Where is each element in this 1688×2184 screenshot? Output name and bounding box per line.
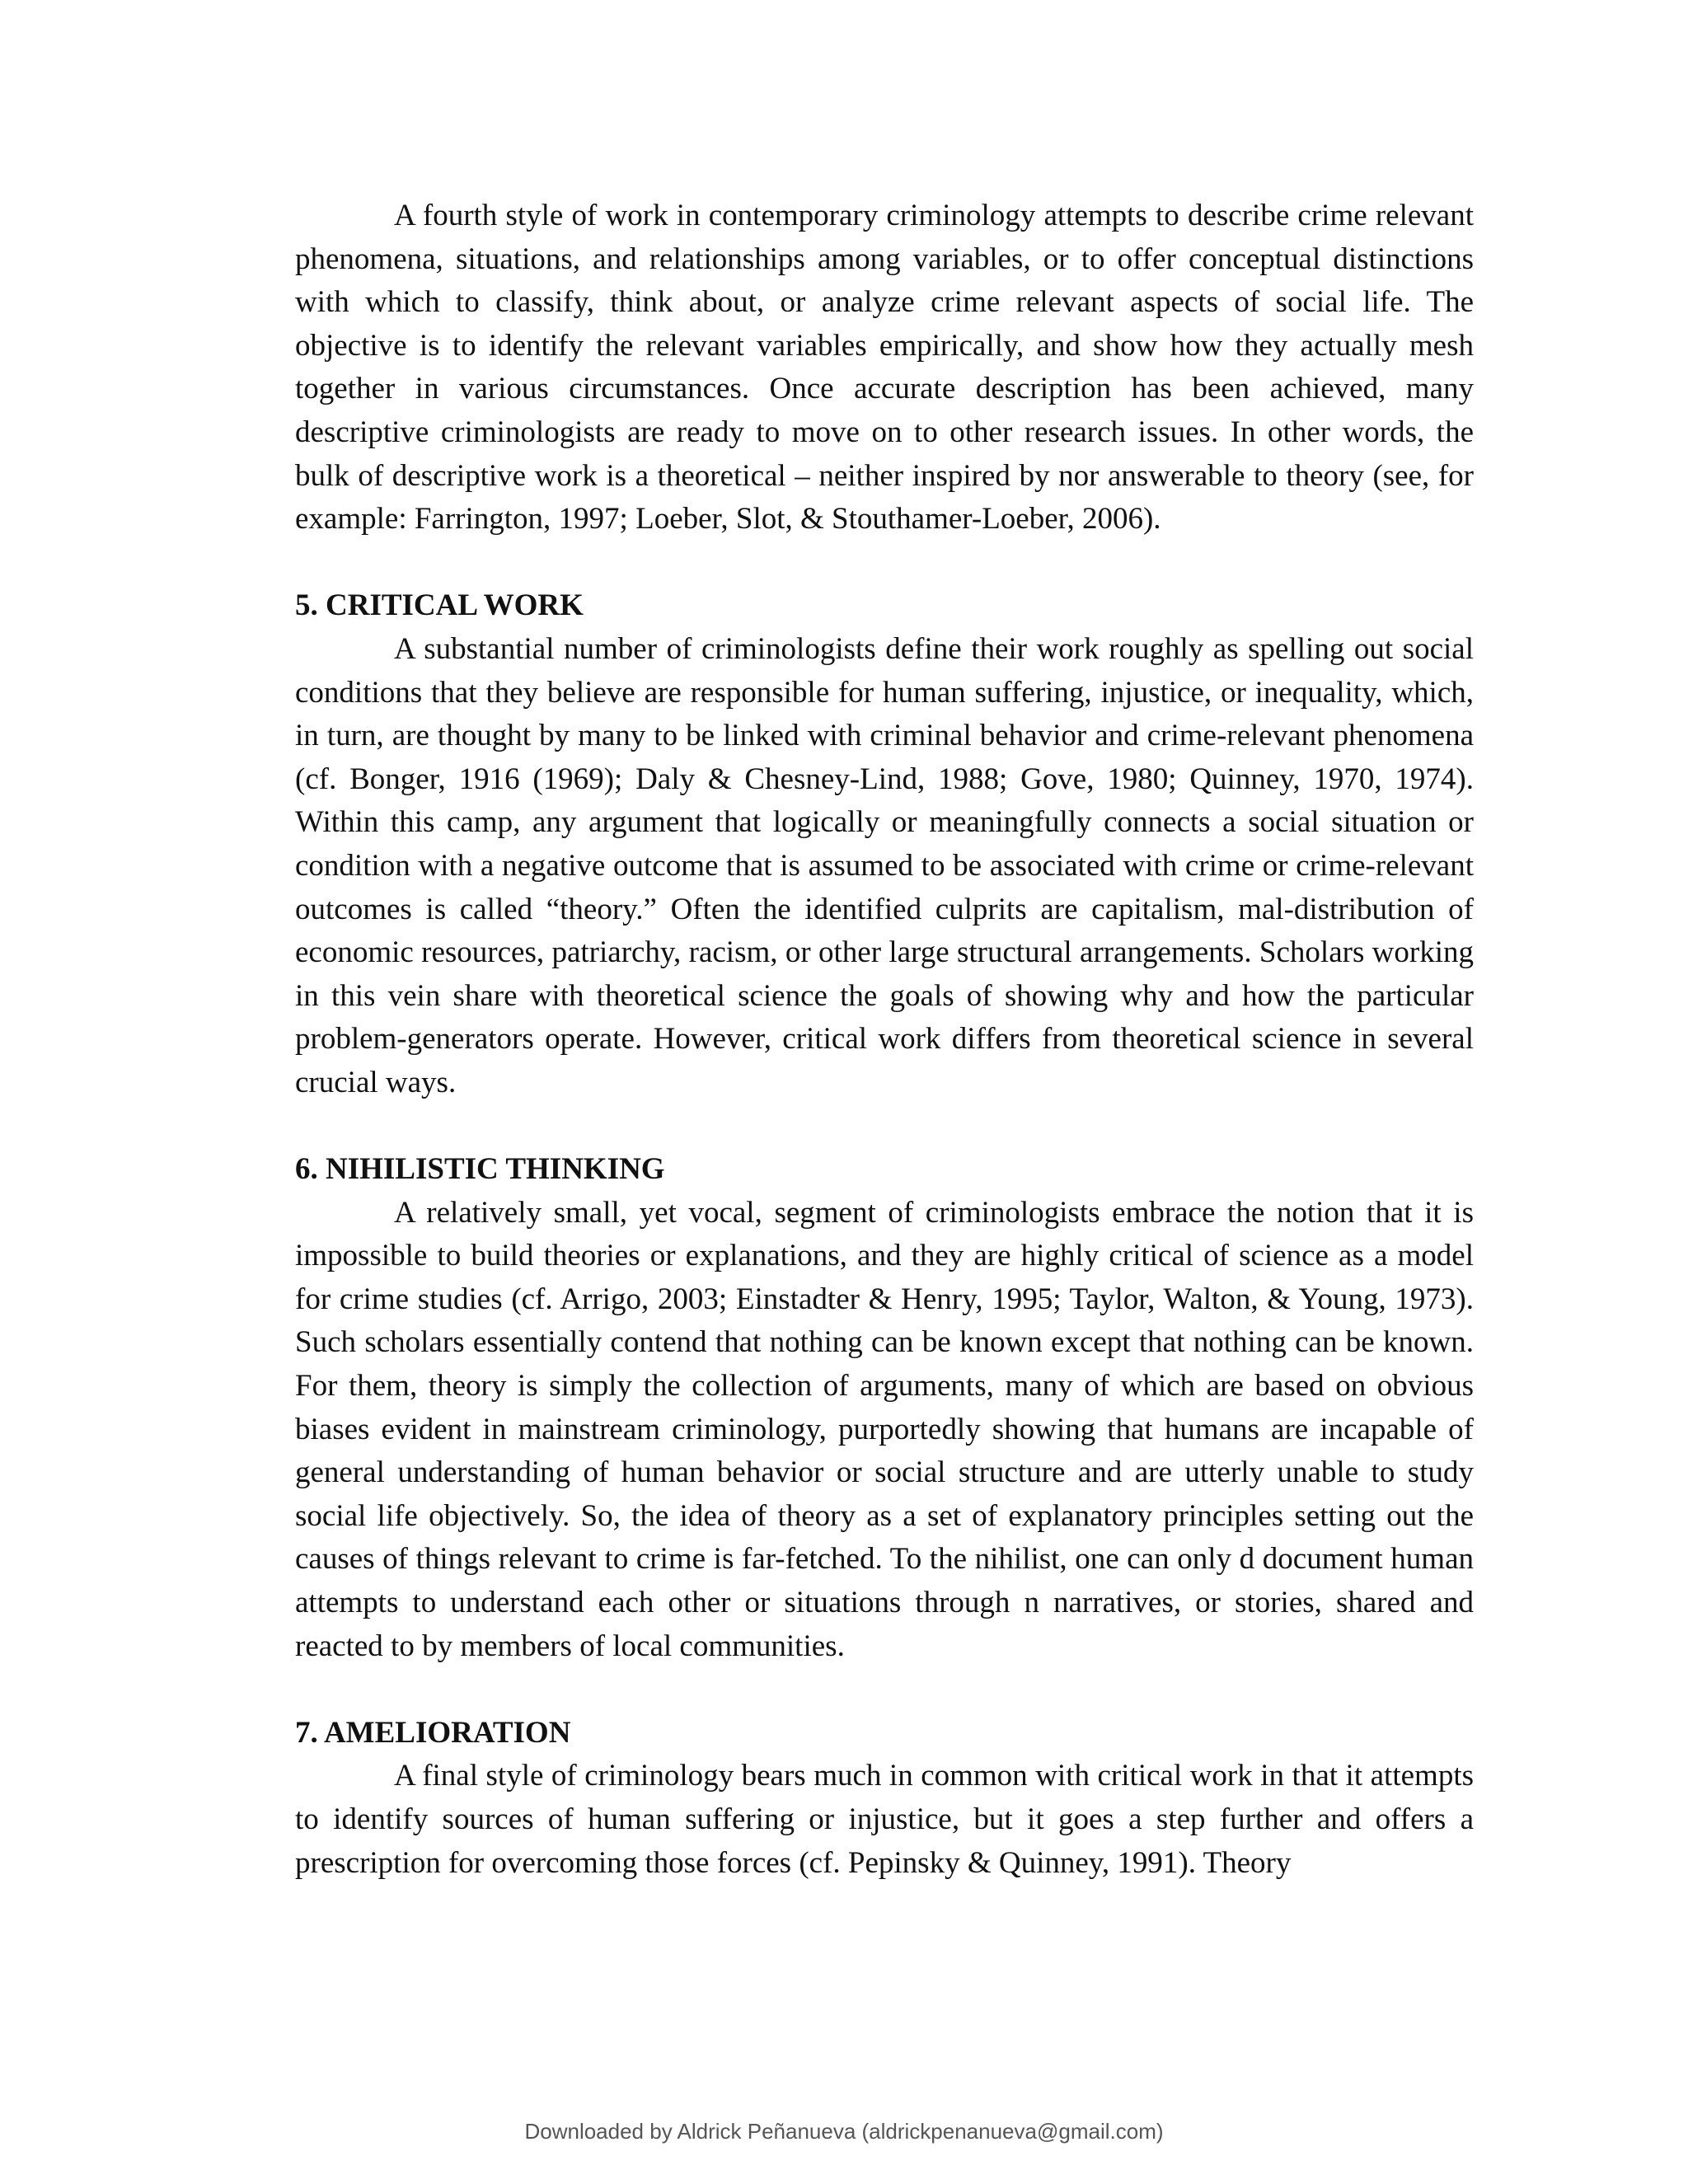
section-heading: 5. CRITICAL WORK — [295, 588, 584, 623]
section-paragraph: A substantial number of criminologists define their work roughly as spelling out social conditions that they believe are responsible for human suffering, injustice, or inequality, which, in turn, are thought by many to be linked with criminal behavior and crime-relevant phenomena (cf. Bonger, 1916 (1969); Daly & Chesney-Lind, 1988; Gove, 1980; Quinney, 1970, 1974). Within this camp, any argument that logically or meaningfully connects a social situation or condition with a negative outcome that is assumed to be associated with crime or crime-relevant outcomes is called “theory.” Often the identified culprits are capitalism, mal-distribution of economic resources, patriarchy, racism, or other large structural arrangements. Scholars working in this vein share with theoretical science the goals of showing why and how the particular problem-generators operate. However, critical work differs from theoretical science in several crucial ways. — [295, 631, 1474, 1099]
section-paragraph: A relatively small, yet vocal, segment of criminologists embrace the notion that it is impossible to build theories or explanations, and they are highly critical of science as a model for crime studies (cf. Arrigo, 2003; Einstadter & Henry, 1995; Taylor, Walton, & Young, 1973). Such scholars essentially contend that nothing can be known except that nothing can be known. For them, theory is simply the collection of arguments, many of which are based on obvious biases evident in mainstream criminology, purportedly showing that humans are incapable of general understanding of human behavior or social structure and are utterly unable to study social life objectively. So, the idea of theory as a set of explanatory principles setting out the causes of things relevant to crime is far-fetched. To the nihilist, one can only d document human attempts to understand each other or situations through n narratives, or stories, shared and reacted to by members of local communities. — [295, 1195, 1474, 1663]
intro-paragraph: A fourth style of work in contemporary criminology attempts to describe crime relevant phenomena, situations, and relationships among variables, or to offer conceptual distinctions with which to classify, think about, or analyze crime relevant aspects of social life. The objective is to identify the relevant variables empirically, and show how they actually mesh together in various circumstances. Once accurate description has been achieved, many descriptive criminologists are ready to move on to other research issues. In other words, the bulk of descriptive work is a theoretical – neither inspired by nor answerable to theory (see, for example: Farrington, 1997; Loeber, Slot, & Stouthamer-Loeber, 2006). — [295, 199, 1474, 537]
section-amelioration — [295, 1712, 1474, 1885]
download-footer: Downloaded by Aldrick Peñanueva (aldrickpenanueva@gmail.com) — [524, 2119, 1164, 2144]
document-body — [295, 194, 1474, 1885]
section-paragraph: A final style of criminology bears much in common with critical work in that it attempts to identify sources of human suffering or injustice, but it goes a step further and offers a prescription for overcoming those forces (cf. Pepinsky & Quinney, 1991). Theory — [295, 1759, 1474, 1880]
section-critical-work — [295, 584, 1474, 1104]
section-heading: 7. AMELIORATION — [295, 1715, 571, 1750]
section-nihilistic-thinking — [295, 1148, 1474, 1668]
section-heading: 6. NIHILISTIC THINKING — [295, 1152, 665, 1187]
